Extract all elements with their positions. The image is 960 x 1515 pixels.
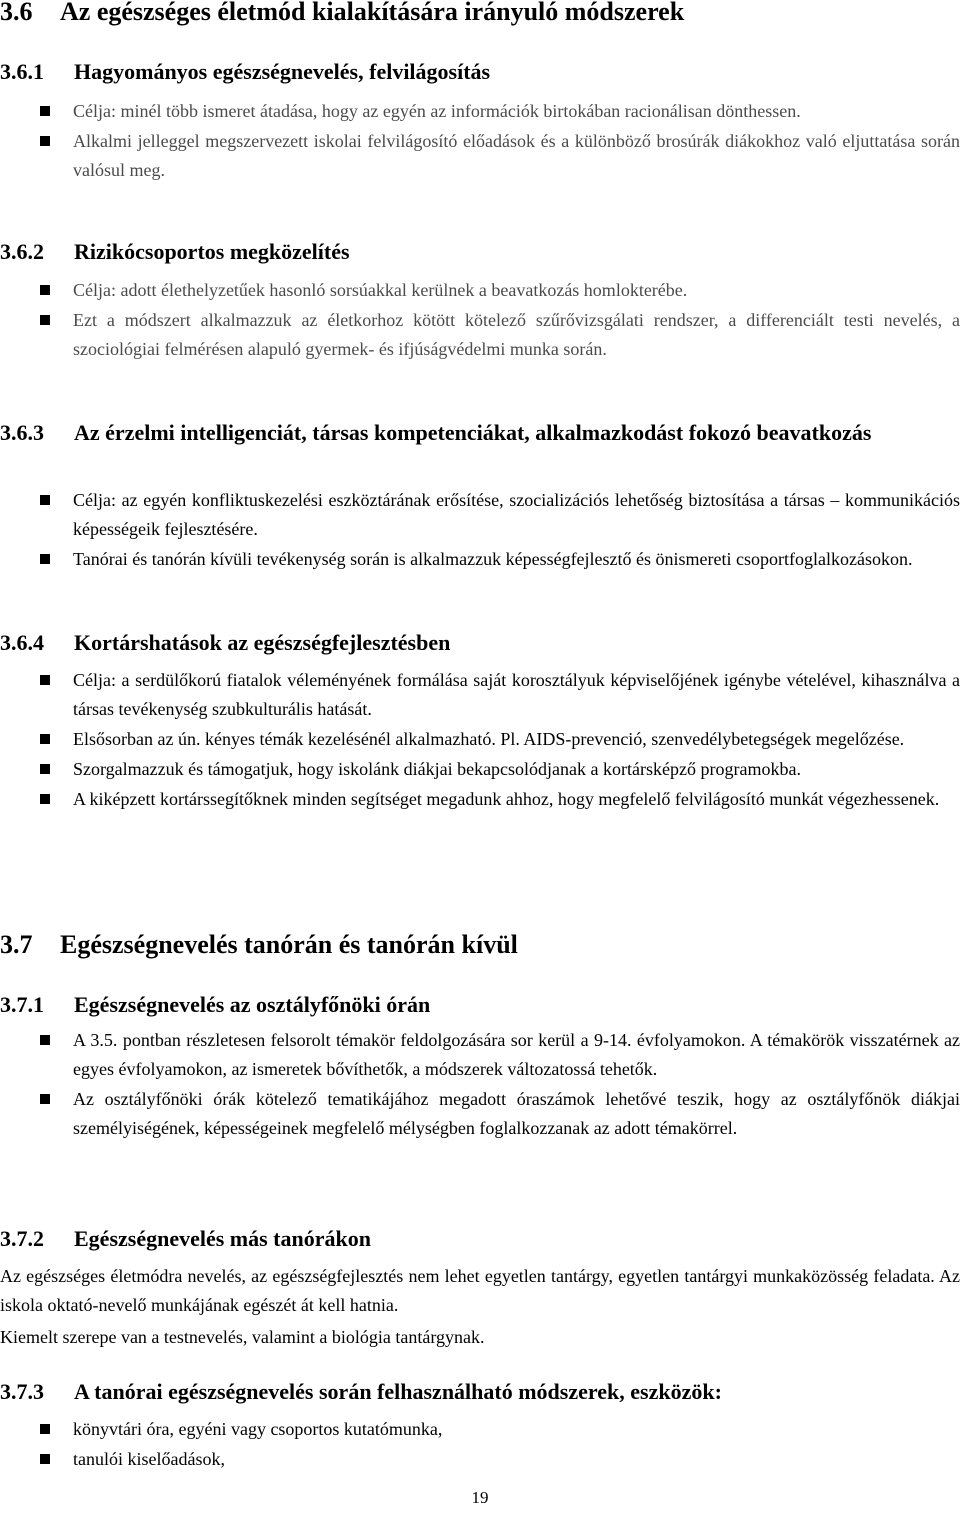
- subsection-number: 3.7.1: [0, 992, 44, 1017]
- subsection-title: Az érzelmi intelligenciát, társas kompetenciákat, alkalmazkodást fokozó beavatkozás: [74, 420, 872, 445]
- square-bullet-icon: [40, 675, 50, 685]
- square-bullet-icon: [40, 734, 50, 744]
- bullet-list-3-7-1: [0, 1026, 960, 1143]
- bullet-list-3-6-1: [0, 97, 960, 185]
- subsection-title: Hagyományos egészségnevelés, felvilágosítás: [74, 59, 491, 84]
- list-item: [0, 97, 960, 126]
- subsection-title: Rizikócsoportos megközelítés: [74, 239, 350, 264]
- list-item-text: A kiképzett kortárssegítőknek minden segítséget megadunk ahhoz, hogy megfelelő felvilágosító munkát végezhessenek.: [73, 789, 940, 809]
- subsection-title: Egészségnevelés az osztályfőnöki órán: [74, 992, 431, 1017]
- subsection-heading-3-6-3: [0, 418, 960, 448]
- subsection-title: Kortárshatások az egészségfejlesztésben: [74, 630, 451, 655]
- square-bullet-icon: [40, 764, 50, 774]
- square-bullet-icon: [40, 285, 50, 295]
- square-bullet-icon: [40, 1035, 50, 1045]
- list-item-text: Célja: minél több ismeret átadása, hogy az egyén az információk birtokában racionálisan dönthessen.: [73, 101, 801, 121]
- bullet-list-3-6-4: [0, 666, 960, 814]
- section-heading-3-6: [0, 0, 684, 27]
- list-item: [0, 1085, 960, 1143]
- list-item-text: Szorgalmazzuk és támogatjuk, hogy iskolánk diákjai bekapcsolódjanak a kortársképző programokba.: [73, 759, 801, 779]
- list-item-text: Alkalmi jelleggel megszervezett iskolai felvilágosító előadások és a különböző brosúrák diákokhoz való eljuttatása során valósul meg.: [73, 131, 960, 180]
- square-bullet-icon: [40, 794, 50, 804]
- square-bullet-icon: [40, 315, 50, 325]
- subsection-heading-3-6-4: [0, 628, 960, 658]
- paragraph: Az egészséges életmódra nevelés, az egészségfejlesztés nem lehet egyetlen tantárgy, egyetlen tantárgyi munkaközösség feladata. Az iskola oktató-nevelő munkájának egészét át kell hatnia.: [0, 1266, 960, 1315]
- subsection-heading-3-7-2: [0, 1224, 960, 1254]
- square-bullet-icon: [40, 495, 50, 505]
- subsection-heading-3-6-2: [0, 237, 960, 267]
- list-item-text: tanulói kiselőadások,: [73, 1449, 225, 1469]
- list-item-text: A 3.5. pontban részletesen felsorolt témakör feldolgozására sor kerül a 9-14. évfolyamokon. A témakörök visszatérnek az egyes évfolyamokon, az ismeretek bővíthetők, a módszerek változatossá tehetők.: [73, 1030, 960, 1079]
- list-item: [0, 545, 960, 574]
- subsection-heading-3-7-3: [0, 1377, 960, 1407]
- paragraph: Kiemelt szerepe van a testnevelés, valamint a biológia tantárgynak.: [0, 1327, 485, 1347]
- list-item: [0, 486, 960, 544]
- list-item: [0, 127, 960, 185]
- section-number: 3.6: [0, 0, 33, 26]
- list-item: [0, 725, 960, 754]
- bullet-list-3-6-3: [0, 486, 960, 574]
- list-item: [0, 755, 960, 784]
- list-item-text: Célja: az egyén konfliktuskezelési eszköztárának erősítése, szocializációs lehetőség biztosítása a társas – kommunikációs képességeik fejlesztésére.: [73, 490, 960, 539]
- square-bullet-icon: [40, 1094, 50, 1104]
- list-item: [0, 306, 960, 364]
- bullet-list-3-7-3: [0, 1415, 960, 1474]
- page-number: 19: [471, 1488, 489, 1507]
- subsection-number: 3.6.1: [0, 59, 44, 84]
- square-bullet-icon: [40, 554, 50, 564]
- subsection-title: A tanórai egészségnevelés során felhasználható módszerek, eszközök:: [74, 1379, 722, 1404]
- list-item: [0, 1445, 960, 1474]
- list-item-text: Célja: adott élethelyzetűek hasonló sorsúakkal kerülnek a beavatkozás homlokterébe.: [73, 280, 688, 300]
- list-item: [0, 1026, 960, 1084]
- square-bullet-icon: [40, 1424, 50, 1434]
- square-bullet-icon: [40, 106, 50, 116]
- subsection-number: 3.7.2: [0, 1226, 44, 1251]
- list-item: [0, 666, 960, 724]
- subsection-number: 3.6.4: [0, 630, 44, 655]
- list-item: [0, 1415, 960, 1444]
- list-item-text: Az osztályfőnöki órák kötelező tematikájához megadott óraszámok lehetővé teszik, hogy az osztályfőnök diákjai személyiségének, képességeinek megfelelő mélységben foglalkozzanak az adott témakörrel.: [73, 1089, 960, 1138]
- square-bullet-icon: [40, 136, 50, 146]
- section-heading-3-7: [0, 930, 518, 960]
- subsection-number: 3.6.3: [0, 420, 44, 445]
- list-item-text: Ezt a módszert alkalmazzuk az életkorhoz kötött kötelező szűrővizsgálati rendszer, a differenciált testi nevelés, a szociológiai felmérésen alapuló gyermek- és ifjúságvédelmi munka során.: [73, 310, 960, 359]
- subsection-title: Egészségnevelés más tanórákon: [74, 1226, 371, 1251]
- list-item-text: Elsősorban az ún. kényes témák kezelésénél alkalmazható. Pl. AIDS-prevenció, szenvedélybetegségek megelőzése.: [73, 729, 905, 749]
- bullet-list-3-6-2: [0, 276, 960, 364]
- list-item: [0, 276, 960, 305]
- subsection-number: 3.6.2: [0, 239, 44, 264]
- subsection-number: 3.7.3: [0, 1379, 44, 1404]
- square-bullet-icon: [40, 1454, 50, 1464]
- subsection-heading-3-7-1: [0, 990, 960, 1020]
- section-title: Az egészséges életmód kialakítására irányuló módszerek: [60, 0, 685, 26]
- section-title: Egészségnevelés tanórán és tanórán kívül: [60, 930, 518, 959]
- list-item: [0, 785, 960, 814]
- subsection-heading-3-6-1: [0, 57, 960, 87]
- list-item-text: Célja: a serdülőkorú fiatalok véleményének formálása saját korosztályuk képviselőjének igénybe vételével, kihasználva a társas tevékenység szubkulturális hatását.: [73, 670, 960, 719]
- list-item-text: könyvtári óra, egyéni vagy csoportos kutatómunka,: [73, 1419, 443, 1439]
- list-item-text: Tanórai és tanórán kívüli tevékenység során is alkalmazzuk képességfejlesztő és önismereti csoportfoglalkozásokon.: [73, 549, 913, 569]
- section-number: 3.7: [0, 930, 33, 959]
